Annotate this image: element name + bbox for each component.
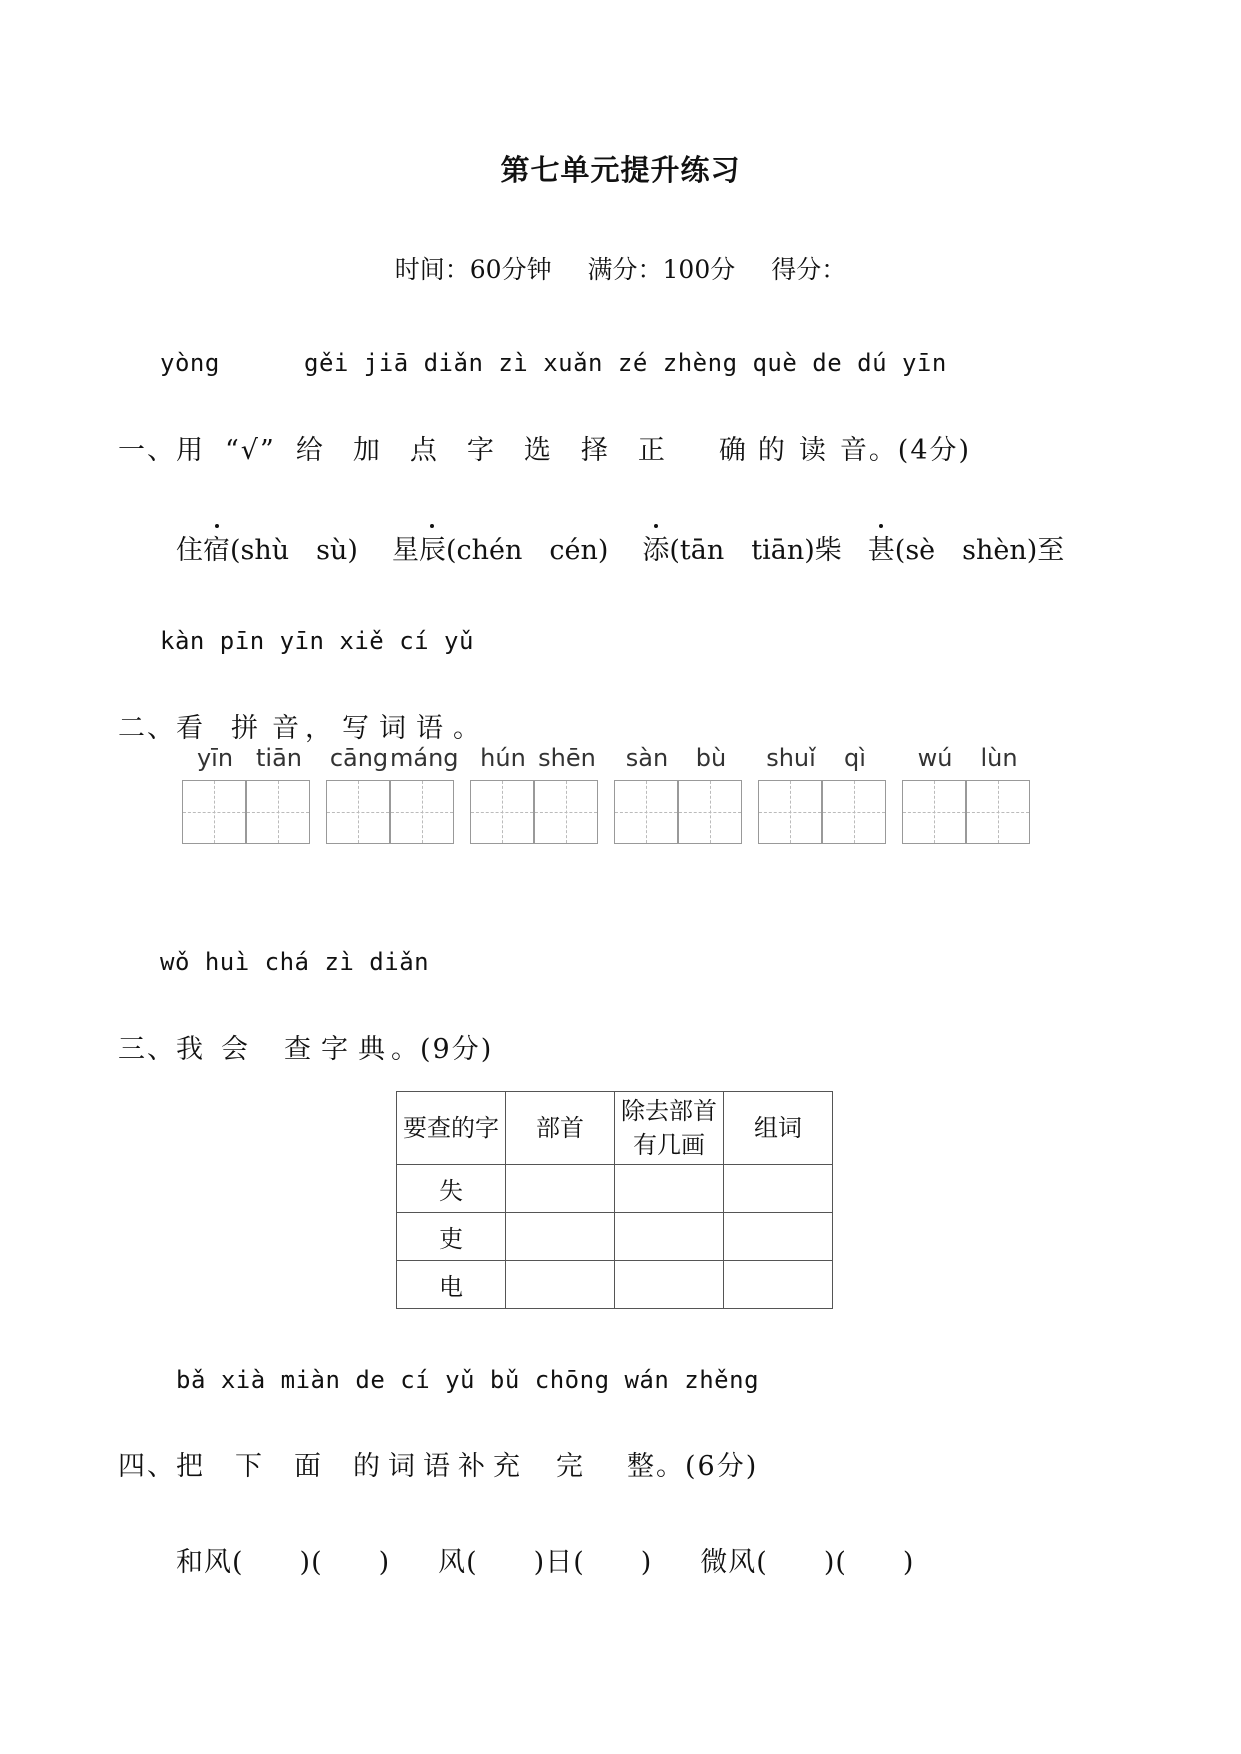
heading-char: 音 bbox=[839, 435, 869, 466]
box-pinyin: shēn bbox=[538, 744, 596, 772]
lookup-char: 电 bbox=[397, 1261, 506, 1309]
writing-cell[interactable] bbox=[758, 780, 822, 844]
writing-cell[interactable] bbox=[822, 780, 886, 844]
fill-item[interactable]: 风( )日( ) bbox=[438, 1547, 653, 1578]
answer-cell[interactable] bbox=[615, 1261, 724, 1309]
answer-cell[interactable] bbox=[724, 1213, 833, 1261]
heading-char: 下 bbox=[235, 1451, 264, 1482]
writing-cell[interactable] bbox=[246, 780, 310, 844]
time-limit: 时间：60分钟 bbox=[394, 255, 552, 284]
page-title: 第七单元提升练习 bbox=[500, 153, 741, 187]
word-char: 住 bbox=[176, 535, 203, 566]
q2-pinyin: kàn pīn yīn xiě cí yǔ bbox=[160, 627, 474, 655]
writing-cell[interactable] bbox=[902, 780, 966, 844]
reading-option bbox=[392, 535, 608, 566]
heading-char: 语 bbox=[423, 1451, 452, 1482]
answer-cell[interactable] bbox=[615, 1213, 724, 1261]
table-header-row bbox=[397, 1092, 833, 1165]
table-row bbox=[397, 1165, 833, 1213]
writing-cell[interactable] bbox=[678, 780, 742, 844]
heading-char: 面 bbox=[294, 1451, 323, 1482]
dotted-char: 甚 bbox=[868, 528, 895, 567]
q1-heading bbox=[118, 428, 971, 467]
heading-char: 字 bbox=[466, 435, 496, 466]
box-pinyin: sàn bbox=[625, 744, 669, 772]
table-row bbox=[397, 1213, 833, 1261]
table-header-cell bbox=[615, 1092, 724, 1165]
dotted-char: 添 bbox=[642, 528, 669, 567]
q4-number: 四、 bbox=[118, 1451, 176, 1482]
answer-cell[interactable] bbox=[506, 1165, 615, 1213]
header-text: 要查的字 bbox=[403, 1114, 499, 1142]
lookup-char: 吏 bbox=[397, 1213, 506, 1261]
heading-char: 用 bbox=[176, 435, 205, 466]
reading-option bbox=[642, 535, 841, 566]
header-text: 有几画 bbox=[633, 1131, 705, 1159]
q1-pinyin-b: gěi jiā diǎn zì xuǎn zé zhèng què de dú yīn bbox=[304, 349, 947, 377]
heading-char: 拼 bbox=[231, 713, 260, 744]
q2-heading bbox=[118, 706, 482, 745]
heading-char: 查 bbox=[284, 1034, 313, 1065]
box-pinyin: cāng bbox=[329, 744, 389, 772]
heading-char: 点 bbox=[409, 435, 439, 466]
score-field[interactable]: 得分： bbox=[771, 255, 847, 284]
heading-char: 写 bbox=[342, 713, 371, 744]
heading-char: 择 bbox=[580, 435, 610, 466]
pinyin-choices[interactable]: (shù sù) bbox=[230, 535, 358, 566]
writing-cell[interactable] bbox=[614, 780, 678, 844]
heading-char: 给 bbox=[295, 435, 325, 466]
reading-option bbox=[176, 535, 358, 566]
pinyin-choices[interactable]: (tān tiān) bbox=[669, 535, 815, 566]
writing-cell[interactable] bbox=[182, 780, 246, 844]
answer-cell[interactable] bbox=[615, 1165, 724, 1213]
heading-char: 语 bbox=[416, 713, 445, 744]
box-pinyin: tiān bbox=[256, 744, 302, 772]
heading-char: 确 bbox=[718, 435, 748, 466]
heading-char: 补 bbox=[458, 1451, 487, 1482]
writing-cell[interactable] bbox=[534, 780, 598, 844]
full-score: 满分：100分 bbox=[587, 255, 736, 284]
heading-char: ， bbox=[305, 713, 334, 744]
word-char: 柴 bbox=[814, 535, 842, 566]
heading-char: “√” bbox=[225, 435, 276, 466]
answer-cell[interactable] bbox=[724, 1261, 833, 1309]
dictionary-table bbox=[396, 1091, 833, 1309]
reading-option bbox=[868, 535, 1065, 566]
header-text: 除去部首 bbox=[621, 1097, 717, 1125]
heading-char: 加 bbox=[352, 435, 382, 466]
table-row bbox=[397, 1261, 833, 1309]
box-pinyin: shuǐ bbox=[766, 744, 816, 772]
answer-cell[interactable] bbox=[724, 1165, 833, 1213]
q4-pinyin: bǎ xià miàn de cí yǔ bǔ chōng wán zhěng bbox=[176, 1366, 760, 1394]
heading-char: 的 bbox=[757, 435, 787, 466]
writing-cell[interactable] bbox=[966, 780, 1030, 844]
pinyin-choices[interactable]: (sè shèn) bbox=[894, 535, 1038, 566]
box-pinyin: wú bbox=[917, 744, 953, 772]
heading-char: 充 bbox=[493, 1451, 522, 1482]
q4-fill-items bbox=[176, 1540, 914, 1579]
box-pinyin: máng bbox=[390, 744, 459, 772]
q1-pinyin-a: yòng bbox=[160, 349, 220, 377]
word-char: 星 bbox=[391, 535, 419, 566]
q1-options bbox=[176, 528, 1064, 567]
writing-cell[interactable] bbox=[326, 780, 390, 844]
heading-char: 。 bbox=[453, 713, 482, 744]
heading-char: 音 bbox=[272, 713, 301, 744]
heading-char: 看 bbox=[176, 713, 205, 744]
fill-item[interactable]: 微风( )( ) bbox=[700, 1547, 915, 1578]
heading-char: 的 bbox=[353, 1451, 382, 1482]
table-header-cell bbox=[724, 1092, 833, 1165]
q3-heading bbox=[118, 1027, 493, 1066]
box-pinyin: yīn bbox=[196, 744, 234, 772]
box-pinyin: bù bbox=[695, 744, 727, 772]
dotted-char: 宿 bbox=[203, 528, 230, 567]
heading-char: 词 bbox=[379, 713, 408, 744]
heading-char: 正 bbox=[637, 435, 667, 466]
heading-char: 我 bbox=[176, 1034, 205, 1065]
heading-char: 完 bbox=[556, 1451, 585, 1482]
lookup-char: 失 bbox=[397, 1165, 506, 1213]
fill-item[interactable]: 和风( )( ) bbox=[176, 1547, 391, 1578]
dotted-char: 辰 bbox=[419, 528, 446, 567]
heading-char: 。(4分) bbox=[868, 435, 972, 466]
heading-char: 读 bbox=[798, 435, 828, 466]
q3-pinyin: wǒ huì chá zì diǎn bbox=[160, 948, 430, 976]
q4-heading bbox=[118, 1444, 758, 1483]
answer-cell[interactable] bbox=[506, 1213, 615, 1261]
heading-char: 字 bbox=[321, 1034, 350, 1065]
q2-number: 二、 bbox=[118, 713, 176, 744]
heading-char: 。(6分) bbox=[656, 1451, 759, 1482]
table-header-cell bbox=[506, 1092, 615, 1165]
writing-cell[interactable] bbox=[390, 780, 454, 844]
writing-cell[interactable] bbox=[470, 780, 534, 844]
heading-char: 整 bbox=[627, 1451, 656, 1482]
header-text: 组词 bbox=[754, 1114, 802, 1142]
exam-meta bbox=[0, 250, 1241, 286]
q3-number: 三、 bbox=[118, 1034, 176, 1065]
table-header-cell bbox=[397, 1092, 506, 1165]
box-pinyin: hún bbox=[480, 744, 526, 772]
answer-cell[interactable] bbox=[506, 1261, 615, 1309]
header-text: 部首 bbox=[536, 1114, 584, 1142]
heading-char: 会 bbox=[221, 1034, 250, 1065]
heading-char: 把 bbox=[176, 1451, 205, 1482]
heading-char: 选 bbox=[523, 435, 553, 466]
heading-char: 。(9分) bbox=[391, 1034, 494, 1065]
box-pinyin: lùn bbox=[980, 744, 1018, 772]
pinyin-choices[interactable]: (chén cén) bbox=[445, 535, 609, 566]
heading-char: 词 bbox=[388, 1451, 417, 1482]
q1-number: 一、 bbox=[118, 435, 176, 466]
word-char: 至 bbox=[1037, 535, 1065, 566]
box-pinyin: qì bbox=[844, 744, 866, 772]
heading-char: 典 bbox=[358, 1034, 387, 1065]
